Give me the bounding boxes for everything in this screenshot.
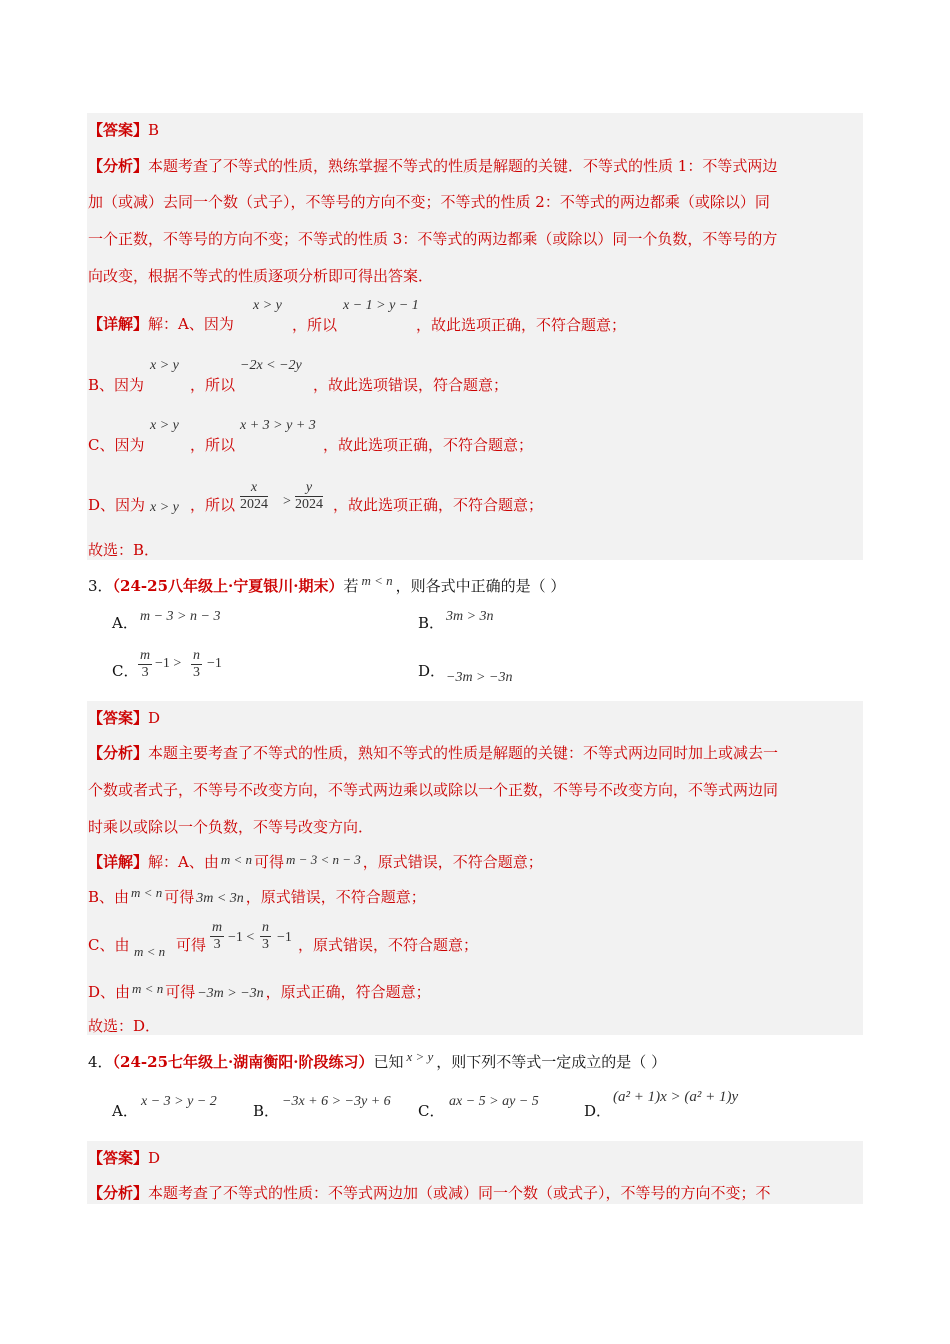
q3-detail-c-post: ，原式错误，不符合题意； (298, 936, 479, 954)
q2-detail-d-pre: D、因为 (88, 496, 146, 514)
q2-detail-c-pre: C、因为 (88, 436, 145, 454)
q4-option-c-label: C． (418, 1102, 445, 1120)
q4-option-d: (a² + 1)x > (a² + 1)y (613, 1089, 739, 1105)
q4-option-b-label: B． (253, 1102, 280, 1120)
q2-detail-a-math-1: x > y (253, 298, 282, 313)
q4-answer: 【答案】D (88, 1149, 161, 1167)
q3-detail-a: 【详解】解：A、由 m < n 可得 m − 3 < n − 3 ，原式错误，不符合题意； (88, 852, 543, 871)
q2-answer: 【答案】B (88, 121, 160, 139)
q3-detail-d: D、由 m < n 可得 −3m > −3n ，原式正确，符合题意； (88, 981, 431, 1001)
q4-option-a-label: A． (112, 1102, 138, 1120)
q2-analysis-line-4: 向改变，根据不等式的性质逐项分析即可得出答案． (88, 267, 434, 285)
q4-option-d-label: D． (584, 1102, 612, 1120)
q3-detail-c-math-1: m < n (134, 944, 166, 959)
q4-option-a: x − 3 > y − 2 (141, 1094, 217, 1109)
q3-option-c-fraction-2: $\frac{n}{3}$ (193, 648, 200, 680)
q3-detail-c-fraction-2: $\frac{n}{3}$ (262, 920, 269, 952)
q3-option-a-label: A． (112, 614, 138, 632)
q4-option-b: −3x + 6 > −3y + 6 (282, 1094, 391, 1109)
q2-solution-box (87, 113, 863, 560)
q3-option-d-label: D． (418, 662, 446, 680)
q2-detail-a: 【详解】解：A、因为 (88, 315, 234, 333)
q2-conclusion: 故选：B． (88, 541, 160, 559)
q4-option-c: ax − 5 > ay − 5 (449, 1094, 539, 1109)
q3-option-a: m − 3 > n − 3 (140, 609, 221, 624)
q2-detail-b-math-1: x > y (150, 358, 179, 373)
q2-detail-a-math-2: x − 1 > y − 1 (343, 298, 419, 313)
q3-detail-c-pre: C、由 (88, 936, 130, 954)
q3-analysis-line-3: 时乘以或除以一个负数，不等号改变方向． (88, 818, 374, 836)
q2-detail-d-operator: > (283, 494, 291, 509)
q3-detail-c-end: −1 (277, 930, 292, 945)
q2-detail-c-mid: ，所以 (190, 436, 236, 454)
q2-detail-a-post: ，故此选项正确，不符合题意； (416, 316, 627, 334)
q2-detail-c-post: ，故此选项正确，不符合题意； (323, 436, 534, 454)
q2-detail-b-pre: B、因为 (88, 376, 145, 394)
q2-detail-d-mid: ，所以 (190, 496, 236, 514)
q2-detail-d-fraction-1: $\frac{x}{2024}$ (240, 480, 268, 512)
q2-analysis-line-1: 【分析】本题考查了不等式的性质，熟练掌握不等式的性质是解题的关键．不等式的性质 1：不等式两边 (88, 157, 778, 175)
q3-detail-c-mid2: −1 < (228, 930, 255, 945)
q3-conclusion: 故选：D． (88, 1017, 161, 1035)
q2-detail-d-fraction-2: $\frac{y}{2024}$ (295, 480, 323, 512)
q3-analysis-line-1: 【分析】本题主要考查了不等式的性质，熟知不等式的性质是解题的关键：不等式两边同时加上或减去一 (88, 744, 779, 762)
q3-option-c-fraction-1: $\frac{m}{3}$ (140, 648, 151, 680)
q3-option-b: 3m > 3n (446, 609, 494, 624)
q2-detail-b-post: ，故此选项错误，符合题意； (313, 376, 509, 394)
q3-option-c-mid: −1 > (155, 656, 182, 671)
q3-answer: 【答案】D (88, 709, 161, 727)
q2-detail-c-math-2: x + 3 > y + 3 (240, 418, 316, 433)
q2-detail-b-math-2: −2x < −2y (240, 358, 302, 373)
q3-analysis-line-2: 个数或者式子，不等号不改变方向，不等式两边乘以或除以一个正数，不等号不改变方向，不等式两边同 (88, 781, 779, 799)
q2-detail-a-mid: ，所以 (292, 316, 338, 334)
q3-option-c-label: C． (112, 662, 139, 680)
q4-analysis-line-1: 【分析】本题考查了不等式的性质：不等式两边加（或减）同一个数（或式子），不等号的方向不变；不 (88, 1184, 771, 1202)
q2-analysis-line-3: 一个正数，不等号的方向不变；不等式的性质 3：不等式的两边都乘（或除以）同一个负数，不等号的方 (88, 230, 778, 248)
q2-analysis-line-2: 加（或减）去同一个数（式子），不等号的方向不变；不等式的性质 2：不等式的两边都乘（或除以）同 (88, 193, 770, 211)
q2-detail-b-mid: ，所以 (190, 376, 236, 394)
q3-stem: 3．（24-25八年级上·宁夏银川·期末）若 m < n ，则各式中正确的是（ ） (88, 573, 566, 595)
q3-detail-c-fraction-1: $\frac{m}{3}$ (212, 920, 223, 952)
q3-option-c-end: −1 (207, 656, 222, 671)
q2-detail-d-math-1: x > y (150, 500, 179, 515)
q3-option-b-label: B． (418, 614, 445, 632)
q3-option-d: −3m > −3n (446, 670, 513, 685)
q3-detail-c-mid: 可得 (176, 936, 207, 954)
q4-stem: 4．（24-25七年级上·湖南衡阳·阶段练习）已知 x > y ，则下列不等式一定成立的是（ ） (88, 1049, 667, 1071)
q3-detail-b: B、由 m < n 可得 3m < 3n ，原式错误，不符合题意； (88, 885, 426, 906)
q2-detail-d-post: ，故此选项正确，不符合题意； (333, 496, 544, 514)
q2-detail-c-math-1: x > y (150, 418, 179, 433)
